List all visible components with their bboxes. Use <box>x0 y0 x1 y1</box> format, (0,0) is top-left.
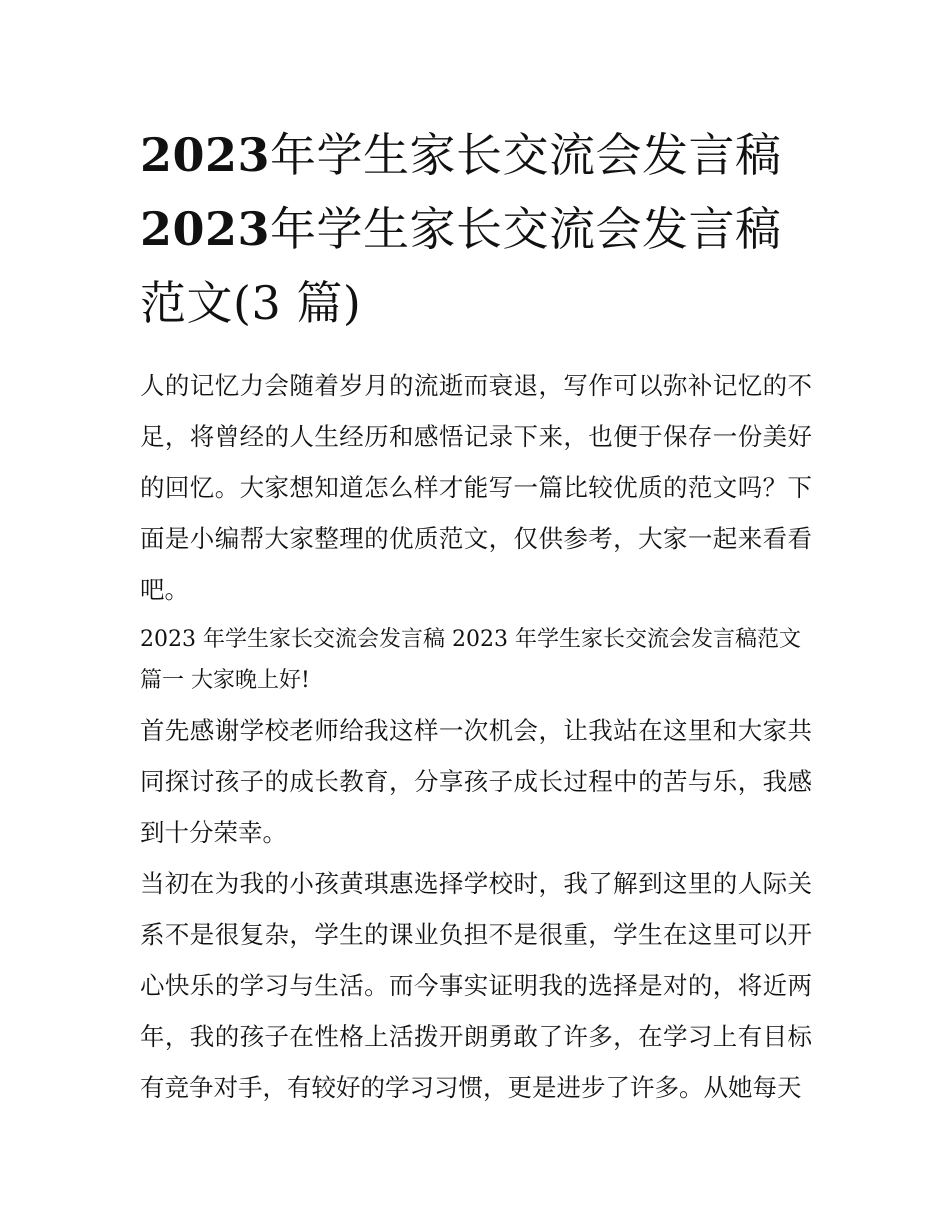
paragraph-school-choice: 当初在为我的小孩黄琪惠选择学校时，我了解到这里的人际关系不是很复杂，学生的课业负担不是很重，学生在这里可以开心快乐的学习与生活。而今事实证明我的选择是对的，将近两年，我的孩子在性格上活拨开朗勇敢了许多，在学习上有目标有竞争对手，有较好的学习习惯，更是进步了许多。从她每天 <box>140 869 812 1102</box>
paragraph-heading: 2023 年学生家长交流会发言稿 2023 年学生家长交流会发言稿范文篇一 大家晚上好! <box>140 627 801 693</box>
document-body <box>140 360 812 1113</box>
title-line-1 <box>140 118 812 192</box>
document-title <box>140 118 812 340</box>
title-year: 2023 <box>140 128 271 182</box>
title-year: 2023 <box>140 202 271 256</box>
title-text: 年学生家长交流会发言稿 <box>270 202 782 256</box>
document-page <box>140 118 812 1113</box>
title-line-2 <box>140 192 812 266</box>
title-text: 年学生家长交流会发言稿 <box>270 128 782 182</box>
paragraph-thanks: 首先感谢学校老师给我这样一次机会，让我站在这里和大家共同探讨孩子的成长教育，分享孩子成长过程中的苦与乐，我感到十分荣幸。 <box>140 716 812 847</box>
title-text: 范文(3 篇) <box>140 276 362 330</box>
paragraph-intro: 人的记忆力会随着岁月的流逝而衰退，写作可以弥补记忆的不足，将曾经的人生经历和感悟记录下来，也便于保存一份美好的回忆。大家想知道怎么样才能写一篇比较优质的范文吗？下面是小编帮大家整理的优质范文，仅供参考，大家一起来看看吧。 <box>140 371 812 604</box>
title-line-3 <box>140 266 812 340</box>
